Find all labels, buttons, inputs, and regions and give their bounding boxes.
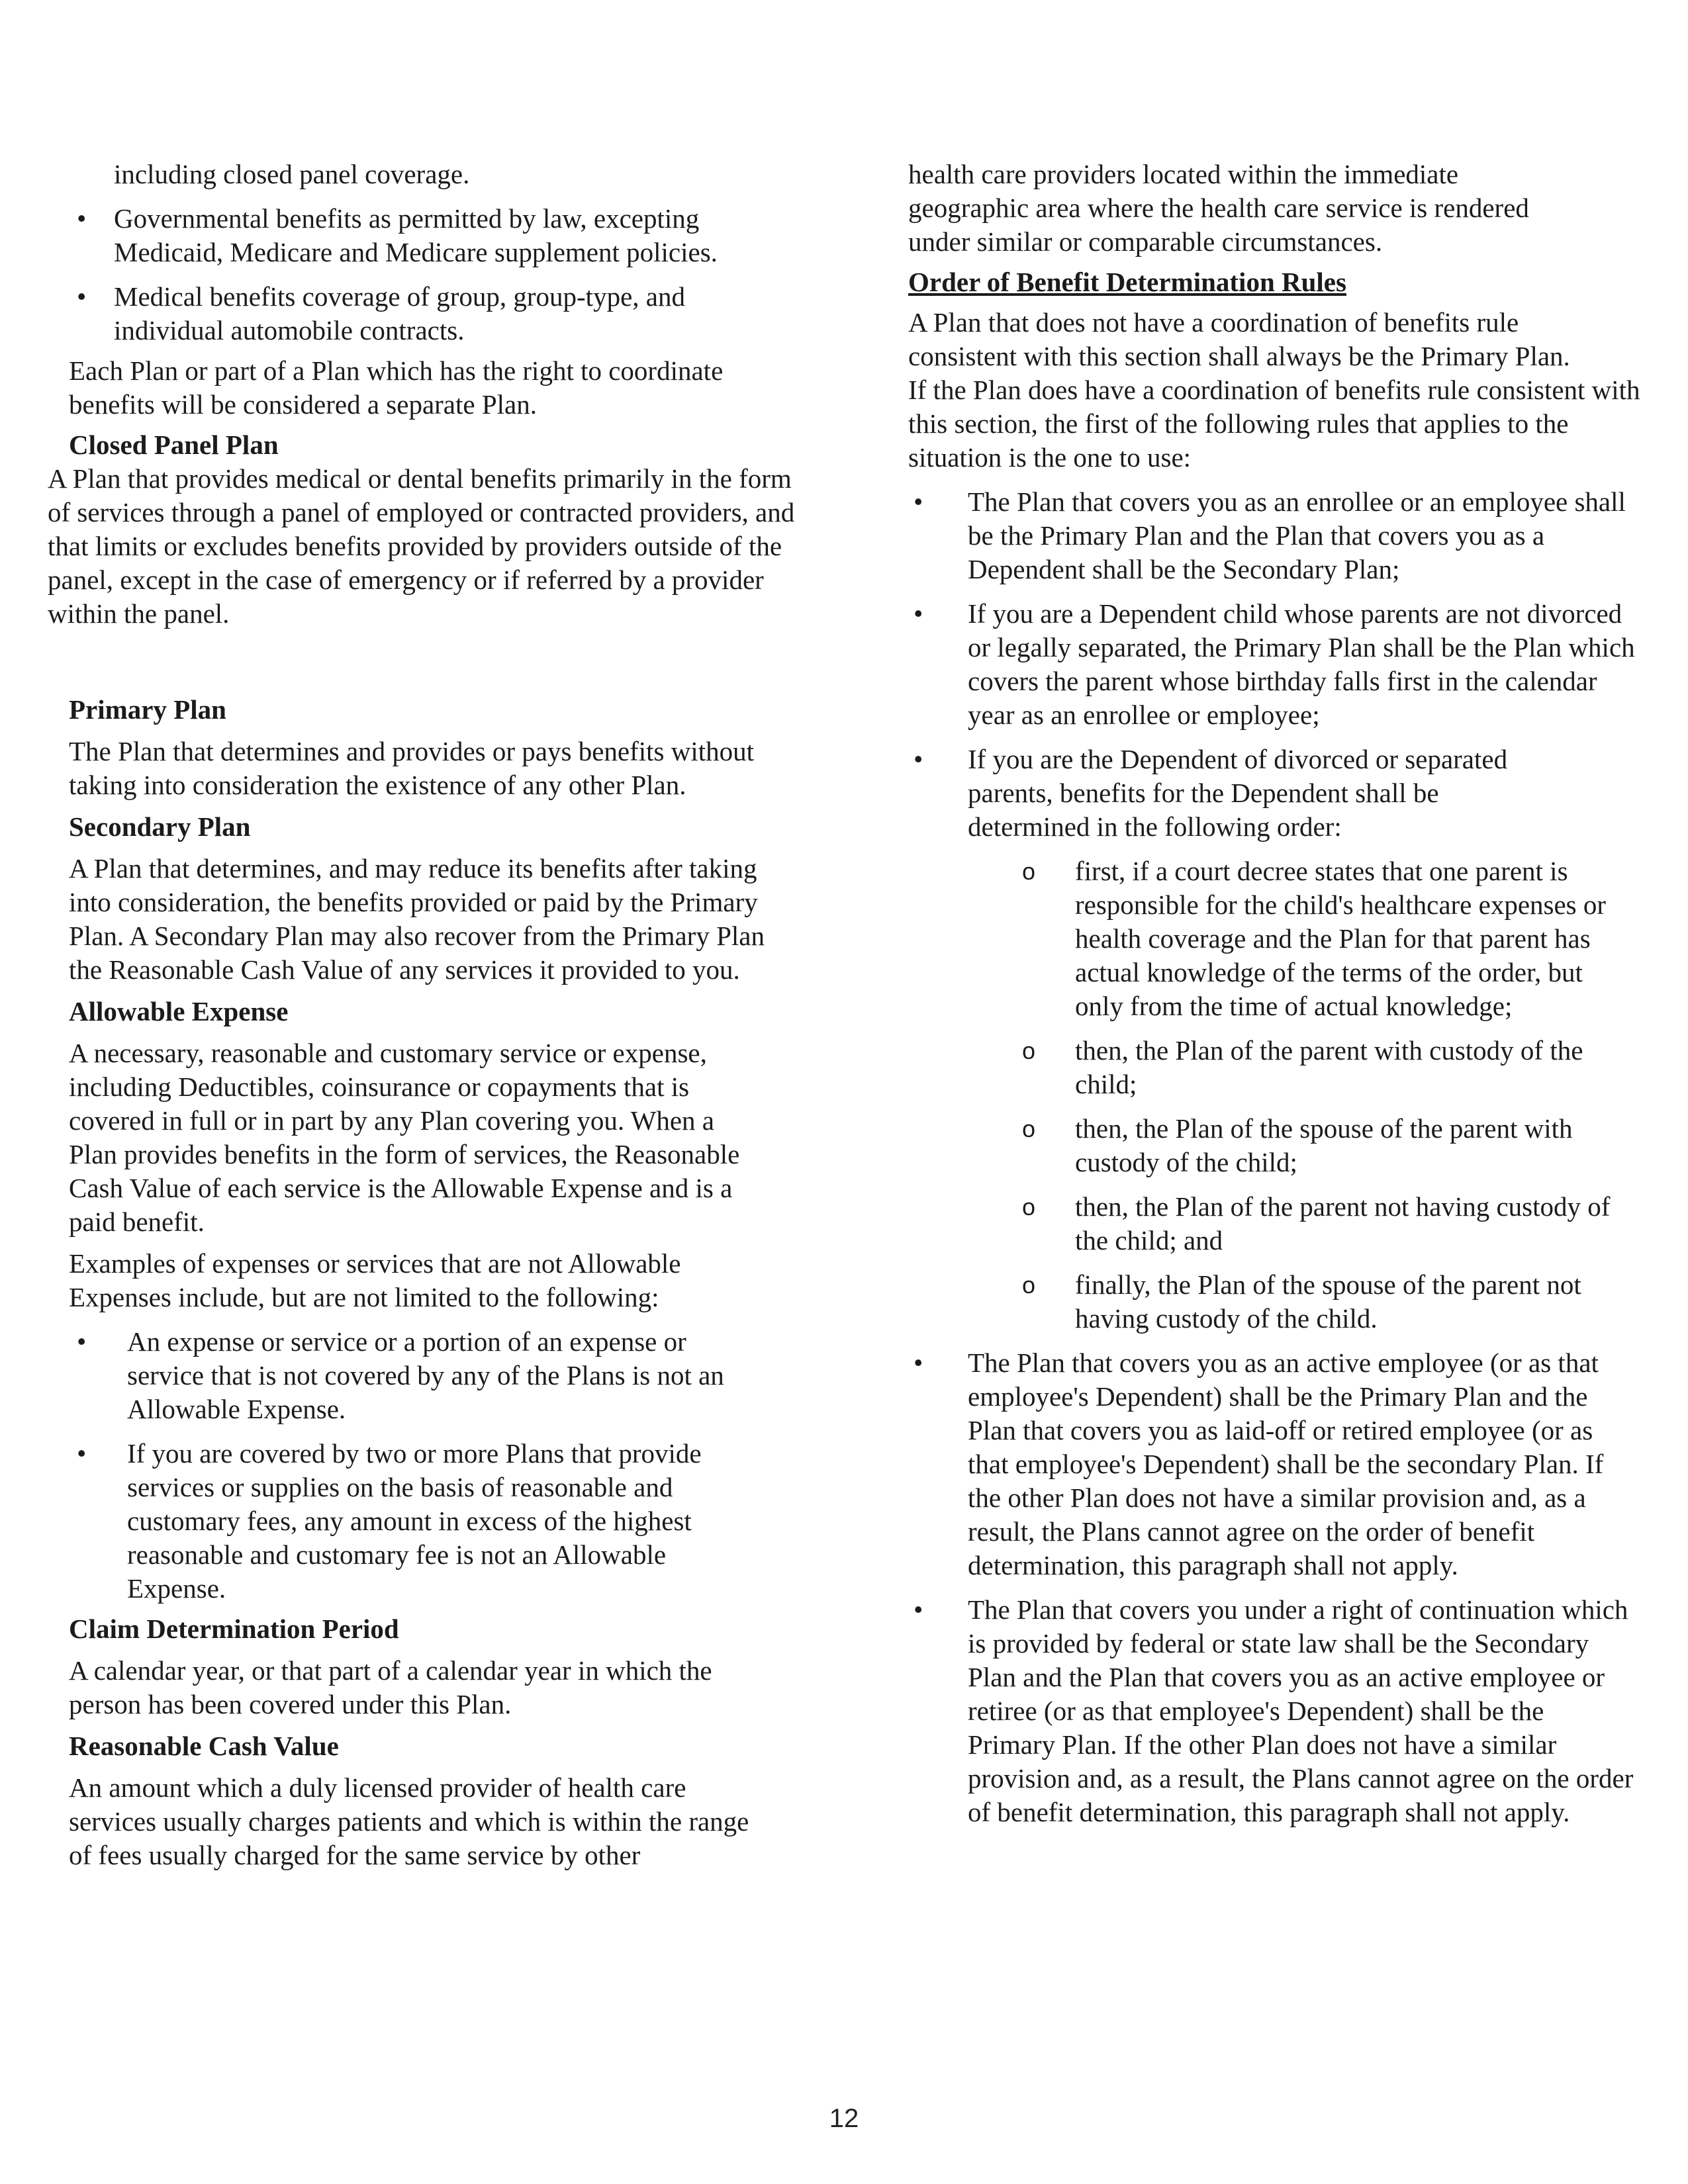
reasonable-cash-value-body: An amount which a duly licensed provider of health care services usually charges patients and which is within the range of fees usually charged for the same service by other — [69, 1772, 749, 1870]
bullet-icon: • — [77, 1438, 87, 1469]
order-of-benefit-heading: Order of Benefit Determination Rules — [908, 267, 1346, 297]
primary-plan-body: The Plan that determines and provides or pays benefits without taking into consideration the existence of any other Plan. — [69, 736, 755, 800]
closed-panel-plan-heading: Closed Panel Plan — [69, 430, 279, 460]
sub-rule-text: finally, the Plan of the spouse of the parent not having custody of the child. — [1075, 1269, 1581, 1334]
separate-plan-paragraph: Each Plan or part of a Plan which has the right to coordinate benefits will be considered a separate Plan. — [69, 355, 724, 420]
allowable-expense-heading: Allowable Expense — [69, 996, 289, 1026]
left-column — [48, 158, 796, 1872]
rule-item — [908, 1593, 1643, 1829]
list-item — [48, 1325, 796, 1426]
bullet-icon: • — [77, 1326, 87, 1357]
bullet-icon: • — [77, 203, 87, 234]
sub-rule-text: then, the Plan of the spouse of the parent with custody of the child; — [1075, 1113, 1573, 1177]
sub-rule-item — [908, 1034, 1643, 1101]
closed-panel-plan-body: A Plan that provides medical or dental benefits primarily in the form of services through a panel of employed or contracted providers, and that limits or excludes benefits provided by providers outside of the panel, except in the case of emergency or if referred by a provider within the panel. — [48, 463, 795, 629]
list-item-text: An expense or service or a portion of an expense or service that is not covered by any of the Plans is not an Allowable Expense. — [127, 1326, 724, 1424]
circle-bullet-icon: o — [1022, 1037, 1036, 1064]
sub-rule-item — [908, 1190, 1643, 1257]
rule-text: If you are a Dependent child whose parents are not divorced or legally separated, the Primary Plan shall be the Plan which covers the parent whose birthday falls first in the calendar year as an enrollee or employee; — [968, 598, 1635, 730]
list-item — [48, 1437, 796, 1606]
secondary-plan-body: A Plan that determines, and may reduce its benefits after taking into consideration, the benefits provided or paid by the Primary Plan. A Secondary Plan may also recover from the Primary Plan the Reasonable Cash Value of any services it provided to you. — [69, 853, 765, 985]
bullet-icon: • — [77, 281, 87, 312]
rule-item — [908, 485, 1643, 586]
rule-text: The Plan that covers you as an active employee (or as that employee's Dependent) shall be the Primary Plan and the Plan that covers you as laid-off or retired employee (or as that employee's Dependent) shall be the secondary Plan. If the other Plan does not have a similar provision and, as a result, the Plans cannot agree on the order of benefit determination, this paragraph shall not apply. — [968, 1347, 1604, 1580]
secondary-plan-heading: Secondary Plan — [69, 811, 251, 842]
rule-text: If you are the Dependent of divorced or separated parents, benefits for the Dependent shall be determined in the following order: — [968, 744, 1508, 842]
bullet-icon: • — [914, 744, 923, 774]
bullet-icon: • — [914, 1594, 923, 1625]
bullet-icon: • — [914, 486, 923, 517]
allowable-examples-intro: Examples of expenses or services that are not Allowable Expenses include, but are not limited to the following: — [69, 1248, 681, 1312]
claim-period-heading: Claim Determination Period — [69, 1614, 399, 1644]
circle-bullet-icon: o — [1022, 1193, 1036, 1220]
rule-text: The Plan that covers you as an enrollee or an employee shall be the Primary Plan and the Plan that covers you as a Dependent shall be the Secondary Plan; — [968, 486, 1626, 584]
sub-rule-item — [908, 1268, 1643, 1336]
list-item-text: Medical benefits coverage of group, group-type, and individual automobile contracts. — [114, 281, 685, 345]
circle-bullet-icon: o — [1022, 1271, 1036, 1298]
sub-rule-text: first, if a court decree states that one parent is responsible for the child's healthcare expenses or health coverage and the Plan for that parent has actual knowledge of the terms of the order, but only from the time of actual knowledge; — [1075, 856, 1607, 1021]
reasonable-cash-value-heading: Reasonable Cash Value — [69, 1731, 339, 1761]
primary-plan-heading: Primary Plan — [69, 694, 226, 725]
has-cob-paragraph: If the Plan does have a coordination of benefits rule consistent with this section, the first of the following rules that applies to the situation is the one to use: — [908, 375, 1640, 473]
bullet-icon: • — [914, 598, 923, 629]
claim-period-body: A calendar year, or that part of a calendar year in which the person has been covered under this Plan. — [69, 1655, 712, 1719]
rule-item — [908, 743, 1643, 844]
sub-rule-item — [908, 854, 1643, 1023]
no-cob-paragraph: A Plan that does not have a coordination of benefits rule consistent with this section shall always be the Primary Plan. — [908, 307, 1570, 371]
continued-list-item: including closed panel coverage. — [114, 159, 470, 189]
sub-rule-item — [908, 1112, 1643, 1179]
list-item — [48, 202, 796, 269]
rule-item — [908, 597, 1643, 732]
rule-text: The Plan that covers you under a right of continuation which is provided by federal or state law shall be the Secondary Plan and the Plan that covers you as an active employee or retiree (or as that employee's Dependent) shall be the Primary Plan. If the other Plan does not have a similar provision and, as a result, the Plans cannot agree on the order of benefit determination, this paragraph shall not apply. — [968, 1594, 1634, 1827]
list-item — [48, 280, 796, 347]
page-number: 12 — [829, 2104, 859, 2133]
list-item-text: If you are covered by two or more Plans that provide services or supplies on the basis of reasonable and customary fees, any amount in excess of the highest reasonable and customary fee is not an Allowable Expense. — [127, 1438, 702, 1604]
sub-rule-text: then, the Plan of the parent not having custody of the child; and — [1075, 1191, 1611, 1255]
circle-bullet-icon: o — [1022, 1115, 1036, 1142]
right-column — [908, 158, 1643, 1829]
circle-bullet-icon: o — [1022, 858, 1036, 885]
allowable-expense-body: A necessary, reasonable and customary service or expense, including Deductibles, coinsurance or copayments that is covered in full or in part by any Plan covering you. When a Plan provides benefits in the form of services, the Reasonable Cash Value of each service is the Allowable Expense and is a paid benefit. — [69, 1038, 740, 1237]
list-item-text: Governmental benefits as permitted by law, excepting Medicaid, Medicare and Medicare supplement policies. — [114, 203, 718, 267]
rule-item — [908, 1346, 1643, 1582]
sub-rule-text: then, the Plan of the parent with custody of the child; — [1075, 1035, 1583, 1099]
bullet-icon: • — [914, 1347, 923, 1378]
continued-paragraph: health care providers located within the immediate geographic area where the health care service is rendered under similar or comparable circumstances. — [908, 159, 1529, 257]
